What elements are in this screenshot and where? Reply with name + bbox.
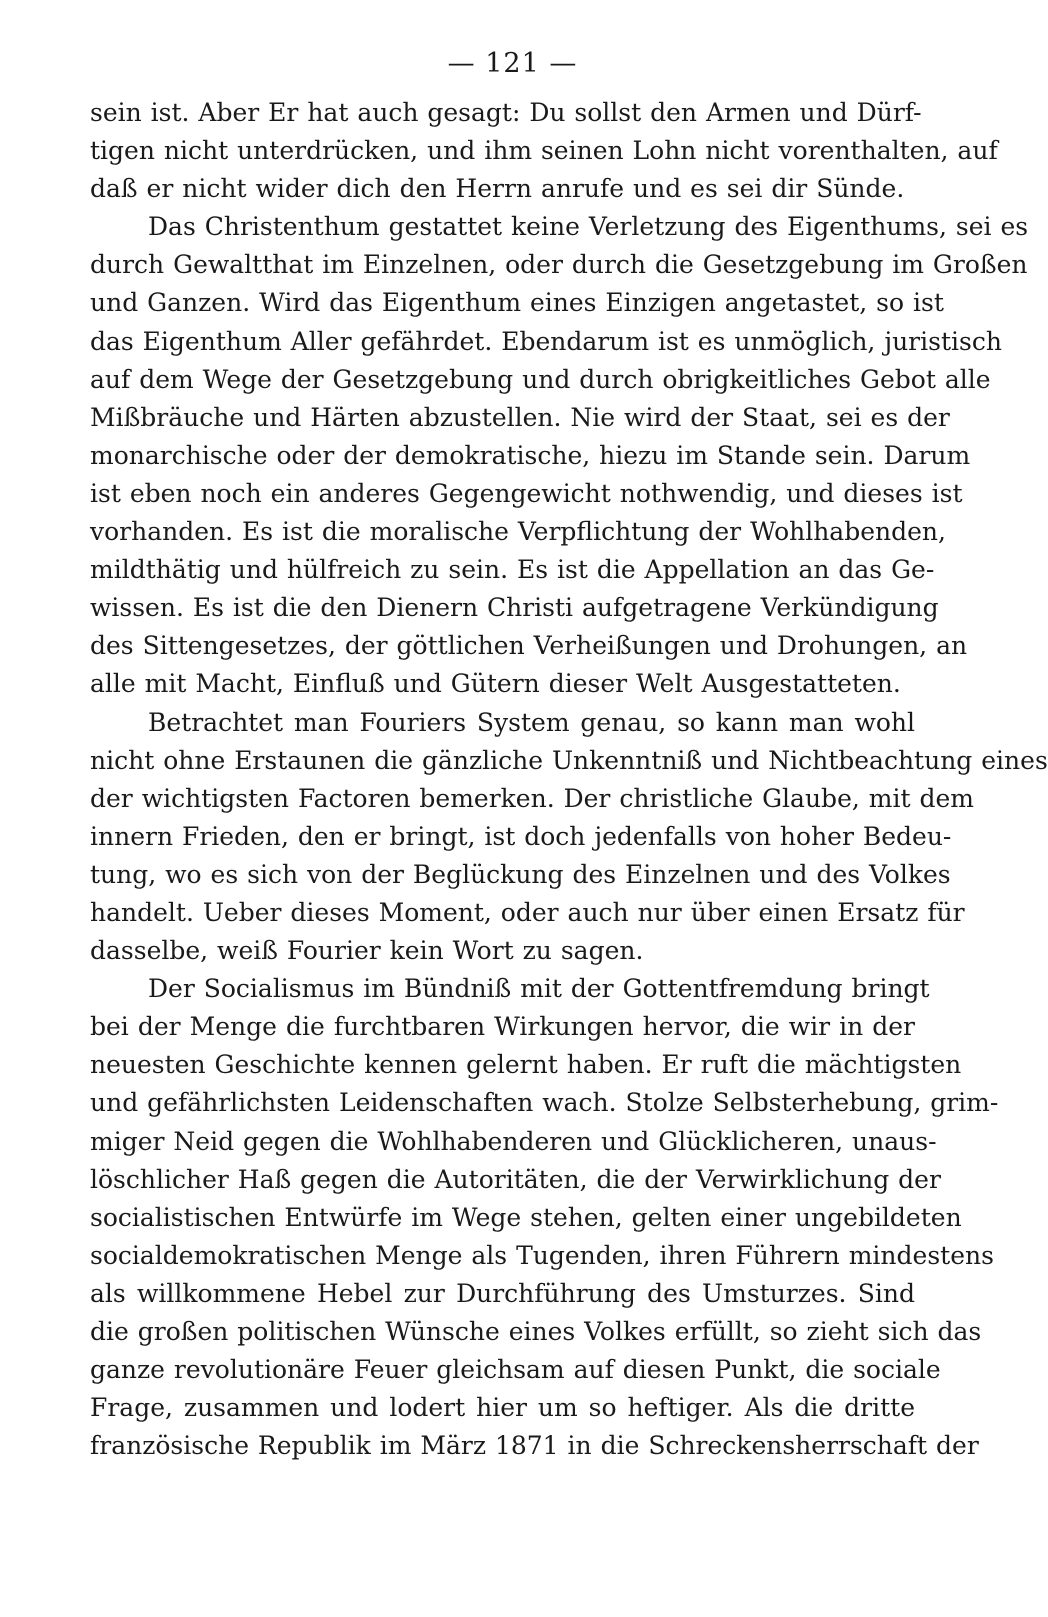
text-line: ganze revolutionäre Feuer gleichsam auf diesen Punkt, die sociale bbox=[90, 1355, 941, 1385]
text-line: wissen. Es ist die den Dienern Christi aufgetragene Verkündigung bbox=[90, 593, 939, 623]
text-line: Mißbräuche und Härten abzustellen. Nie wird der Staat, sei es der bbox=[90, 402, 950, 432]
text-line: socialdemokratischen Menge als Tugenden, ihren Führern mindestens bbox=[90, 1240, 994, 1270]
text-line: mildthätig und hülfreich zu sein. Es ist die Appellation an das Ge- bbox=[90, 555, 935, 585]
text-line: als willkommene Hebel zur Durchführung des Umsturzes. Sind bbox=[90, 1278, 915, 1308]
text-line: miger Neid gegen die Wohlhabenderen und Glücklicheren, unaus- bbox=[90, 1126, 937, 1156]
text-line: dasselbe, weiß Fourier kein Wort zu sagen. bbox=[90, 936, 644, 966]
text-line: das Eigenthum Aller gefährdet. Ebendarum ist es unmöglich, juristisch bbox=[90, 326, 1002, 356]
text-line: sein ist. Aber Er hat auch gesagt: Du sollst den Armen und Dürf- bbox=[90, 98, 922, 127]
text-line: Der Socialismus im Bündniß mit der Gottentfremdung bringt bbox=[148, 974, 930, 1004]
text-line: auf dem Wege der Gesetzgebung und durch obrigkeitliches Gebot alle bbox=[90, 364, 991, 394]
text-line: vorhanden. Es ist die moralische Verpflichtung der Wohlhabenden, bbox=[90, 517, 946, 547]
text-line: tigen nicht unterdrücken, und ihm seinen Lohn nicht vorenthalten, auf bbox=[90, 136, 998, 166]
text-line: neuesten Geschichte kennen gelernt haben. Er ruft die mächtigsten bbox=[90, 1050, 962, 1080]
text-line: und Ganzen. Wird das Eigenthum eines Einzigen angetastet, so ist bbox=[90, 288, 944, 318]
text-line: Das Christenthum gestattet keine Verletzung des Eigenthums, sei es bbox=[148, 212, 1029, 242]
text-line: monarchische oder der demokratische, hiezu im Stande sein. Darum bbox=[90, 440, 971, 470]
text-line: durch Gewaltthat im Einzelnen, oder durch die Gesetzgebung im Großen bbox=[90, 250, 1028, 280]
text-line: alle mit Macht, Einfluß und Gütern dieser Welt Ausgestatteten. bbox=[90, 669, 901, 699]
text-line: handelt. Ueber dieses Moment, oder auch nur über einen Ersatz für bbox=[90, 897, 965, 927]
text-line: innern Frieden, den er bringt, ist doch jedenfalls von hoher Bedeu- bbox=[90, 821, 952, 851]
page-body bbox=[90, 94, 1048, 1465]
text-line: daß er nicht wider dich den Herrn anrufe und es sei dir Sünde. bbox=[90, 174, 905, 204]
text-line: nicht ohne Erstaunen die gänzliche Unkenntniß und Nichtbeachtung eines bbox=[90, 745, 1048, 775]
text-line: der wichtigsten Factoren bemerken. Der christliche Glaube, mit dem bbox=[90, 783, 974, 813]
text-line: des Sittengesetzes, der göttlichen Verheißungen und Drohungen, an bbox=[90, 631, 968, 661]
text-line: ist eben noch ein anderes Gegengewicht nothwendig, und dieses ist bbox=[90, 478, 963, 508]
text-line: französische Republik im März 1871 in die Schreckensherrschaft der bbox=[90, 1431, 979, 1461]
text-line: und gefährlichsten Leidenschaften wach. Stolze Selbsterhebung, grim- bbox=[90, 1088, 999, 1118]
text-line: bei der Menge die furchtbaren Wirkungen hervor, die wir in der bbox=[90, 1012, 915, 1042]
book-page bbox=[90, 44, 1048, 1465]
text-line: die großen politischen Wünsche eines Volkes erfüllt, so zieht sich das bbox=[90, 1317, 982, 1346]
page-number: — 121 — bbox=[447, 48, 578, 79]
text-line: löschlicher Haß gegen die Autoritäten, die der Verwirklichung der bbox=[90, 1164, 941, 1194]
text-line: Betrachtet man Fouriers System genau, so kann man wohl bbox=[148, 707, 915, 737]
text-line: Frage, zusammen und lodert hier um so heftiger. Als die dritte bbox=[90, 1393, 915, 1423]
text-line: tung, wo es sich von der Beglückung des Einzelnen und des Volkes bbox=[90, 859, 951, 889]
text-line: socialistischen Entwürfe im Wege stehen, gelten einer ungebildeten bbox=[90, 1202, 962, 1232]
